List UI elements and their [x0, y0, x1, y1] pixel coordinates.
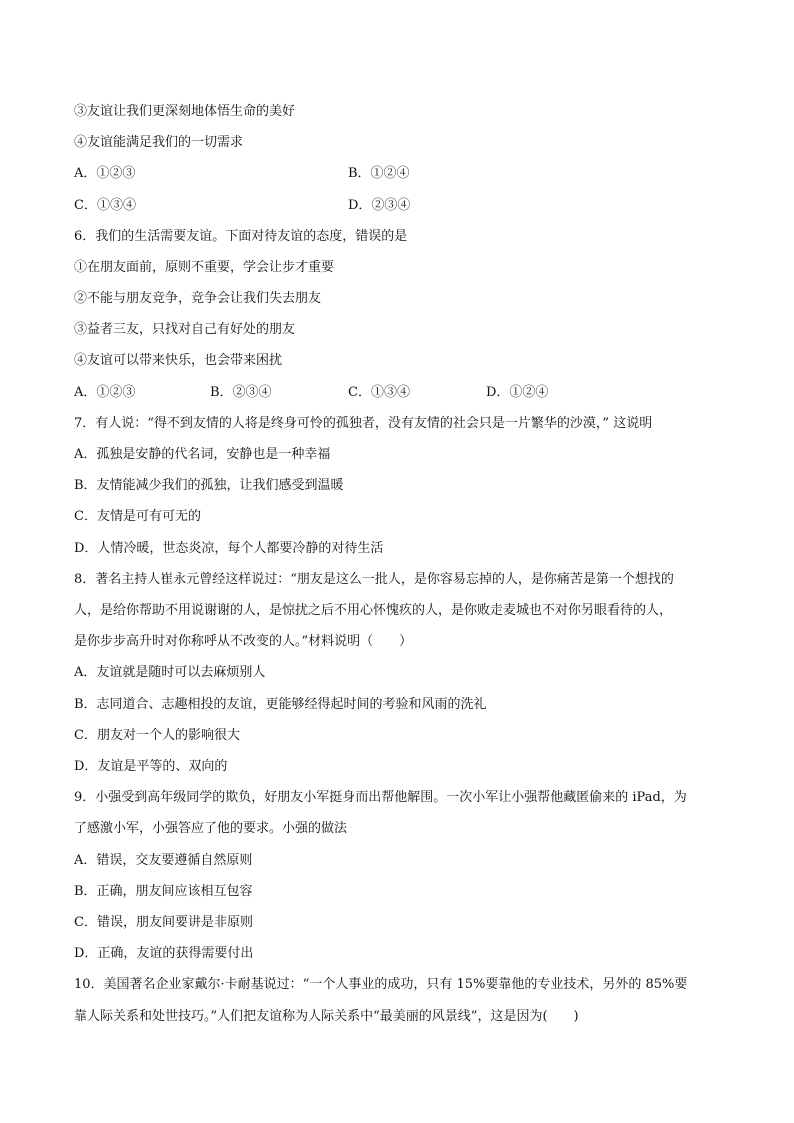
q8-option-b: B．志同道合、志趣相投的友谊，更能够经得起时间的考验和风雨的洗礼 [74, 697, 487, 712]
q8-option-a: A．友谊就是随时可以去麻烦别人 [74, 665, 266, 680]
q7-stem: 7．有人说：“得不到友情的人将是终身可怜的孤独者，没有友情的社会只是一片繁华的沙漠，” 这说明 [74, 416, 653, 431]
q6-stem: 6．我们的生活需要友谊。下面对待友谊的态度，错误的是 [74, 229, 408, 244]
q6-item-4: ④友谊可以带来快乐，也会带来困扰 [74, 353, 283, 368]
q6-item-3: ③益者三友，只找对自己有好处的朋友 [74, 322, 296, 337]
q5-option-d: D．②③④ [348, 198, 411, 213]
q8-option-c: C．朋友对一个人的影响很大 [74, 728, 240, 743]
q10-stem-line-1: 10．美国著名企业家戴尔·卡耐基说过：“一个人事业的成功，只有 15%要靠他的专业技术，另外的 85%要 [74, 977, 688, 992]
q6-item-1: ①在朋友面前，原则不重要，学会让步才重要 [74, 260, 335, 275]
q7-option-d: D．人情冷暖，世态炎凉，每个人都要冷静的对待生活 [74, 541, 384, 556]
q9-option-b: B．正确，朋友间应该相互包容 [74, 884, 253, 899]
q8-stem-line-2: 人，是给你帮助不用说谢谢的人，是惊扰之后不用心怀愧疚的人，是你败走麦城也不对你另眼看待的人， [74, 603, 673, 618]
q8-stem-line-1: 8．著名主持人崔永元曾经这样说过：“朋友是这么一批人，是你容易忘掉的人，是你痛苦是第一个想找的 [74, 572, 674, 587]
q9-stem-line-1: 9．小强受到高年级同学的欺负，好朋友小军挺身而出帮他解围。一次小军让小强帮他藏匿偷来的 iPad，为 [74, 790, 687, 805]
q6-option-d: D．①②④ [486, 385, 549, 400]
q6-option-b: B．②③④ [210, 385, 272, 400]
q5-option-a: A．①②③ [74, 166, 136, 181]
q8-stem-line-3: 是你步步高升时对你称呼从不改变的人。”材料说明（ ） [74, 634, 413, 649]
q6-item-2: ②不能与朋友竞争，竞争会让我们失去朋友 [74, 291, 322, 306]
q5-item-3: ③友谊让我们更深刻地体悟生命的美好 [74, 104, 296, 119]
q7-option-c: C．友情是可有可无的 [74, 509, 201, 524]
q10-stem-line-2: 靠人际关系和处世技巧。”人们把友谊称为人际关系中“最美丽的风景线”，这是因为( ) [74, 1009, 579, 1024]
q9-option-d: D．正确，友谊的获得需要付出 [74, 946, 254, 961]
q5-option-b: B．①②④ [348, 166, 410, 181]
q5-item-4: ④友谊能满足我们的一切需求 [74, 135, 244, 150]
q7-option-b: B．友情能减少我们的孤独，让我们感受到温暖 [74, 478, 344, 493]
q5-option-c: C．①③④ [74, 198, 136, 213]
q6-option-a: A．①②③ [74, 385, 136, 400]
q9-option-a: A．错误，交友要遵循自然原则 [74, 853, 253, 868]
q8-option-d: D．友谊是平等的、双向的 [74, 759, 228, 774]
q9-stem-line-2: 了感激小军，小强答应了他的要求。小强的做法 [74, 821, 348, 836]
q9-option-c: C．错误，朋友间要讲是非原则 [74, 915, 253, 930]
q6-option-c: C．①③④ [348, 385, 410, 400]
q7-option-a: A．孤独是安静的代名词，安静也是一种幸福 [74, 447, 331, 462]
